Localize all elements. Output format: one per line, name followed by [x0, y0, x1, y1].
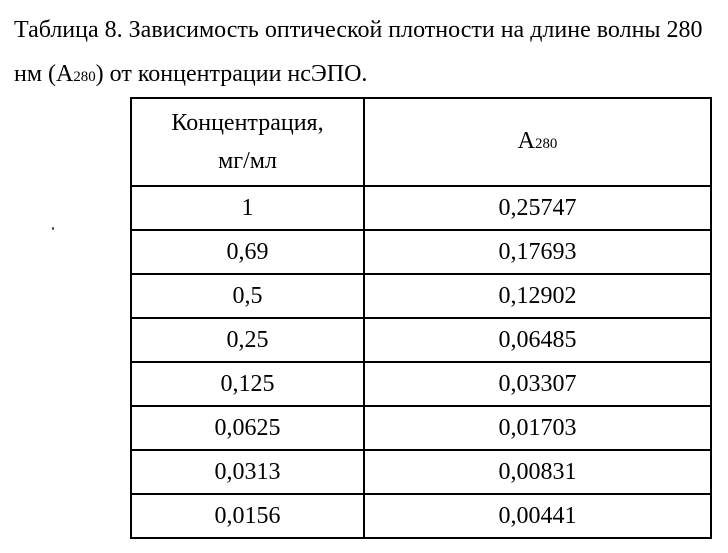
concentration-absorbance-table [130, 97, 712, 539]
table-row [131, 494, 711, 538]
cell-concentration: 1 [131, 186, 364, 230]
table-header-row [131, 98, 711, 186]
table-row [131, 274, 711, 318]
cell-concentration: 0,125 [131, 362, 364, 406]
table-row [131, 362, 711, 406]
cell-concentration: 0,25 [131, 318, 364, 362]
cell-concentration: 0,0313 [131, 450, 364, 494]
cell-concentration: 0,69 [131, 230, 364, 274]
cell-a280: 0,00831 [364, 450, 711, 494]
header-absorbance-sub: 280 [535, 135, 558, 152]
table-row [131, 186, 711, 230]
caption-text: Таблица 8. Зависимость оптической плотности на длине волны 280 нм (A [14, 17, 703, 87]
caption-subscript: 280 [73, 69, 96, 85]
caption-text-end: ) от концентрации нсЭПО. [95, 61, 368, 87]
header-concentration-line2: мг/мл [218, 148, 277, 174]
table-row [131, 406, 711, 450]
header-concentration-line1: Концентрация, [171, 110, 324, 136]
cell-concentration: 0,5 [131, 274, 364, 318]
cell-a280: 0,25747 [364, 186, 711, 230]
header-absorbance [364, 98, 711, 186]
cell-concentration: 0,0156 [131, 494, 364, 538]
table-row [131, 318, 711, 362]
cell-a280: 0,17693 [364, 230, 711, 274]
cell-a280: 0,12902 [364, 274, 711, 318]
cell-a280: 0,03307 [364, 362, 711, 406]
cell-a280: 0,00441 [364, 494, 711, 538]
cell-a280: 0,06485 [364, 318, 711, 362]
cell-concentration: 0,0625 [131, 406, 364, 450]
table-row [131, 230, 711, 274]
cell-a280: 0,01703 [364, 406, 711, 450]
scan-speck [52, 227, 54, 230]
header-concentration [131, 98, 364, 186]
header-absorbance-main: A [517, 127, 536, 154]
table-caption [14, 8, 714, 99]
table-row [131, 450, 711, 494]
